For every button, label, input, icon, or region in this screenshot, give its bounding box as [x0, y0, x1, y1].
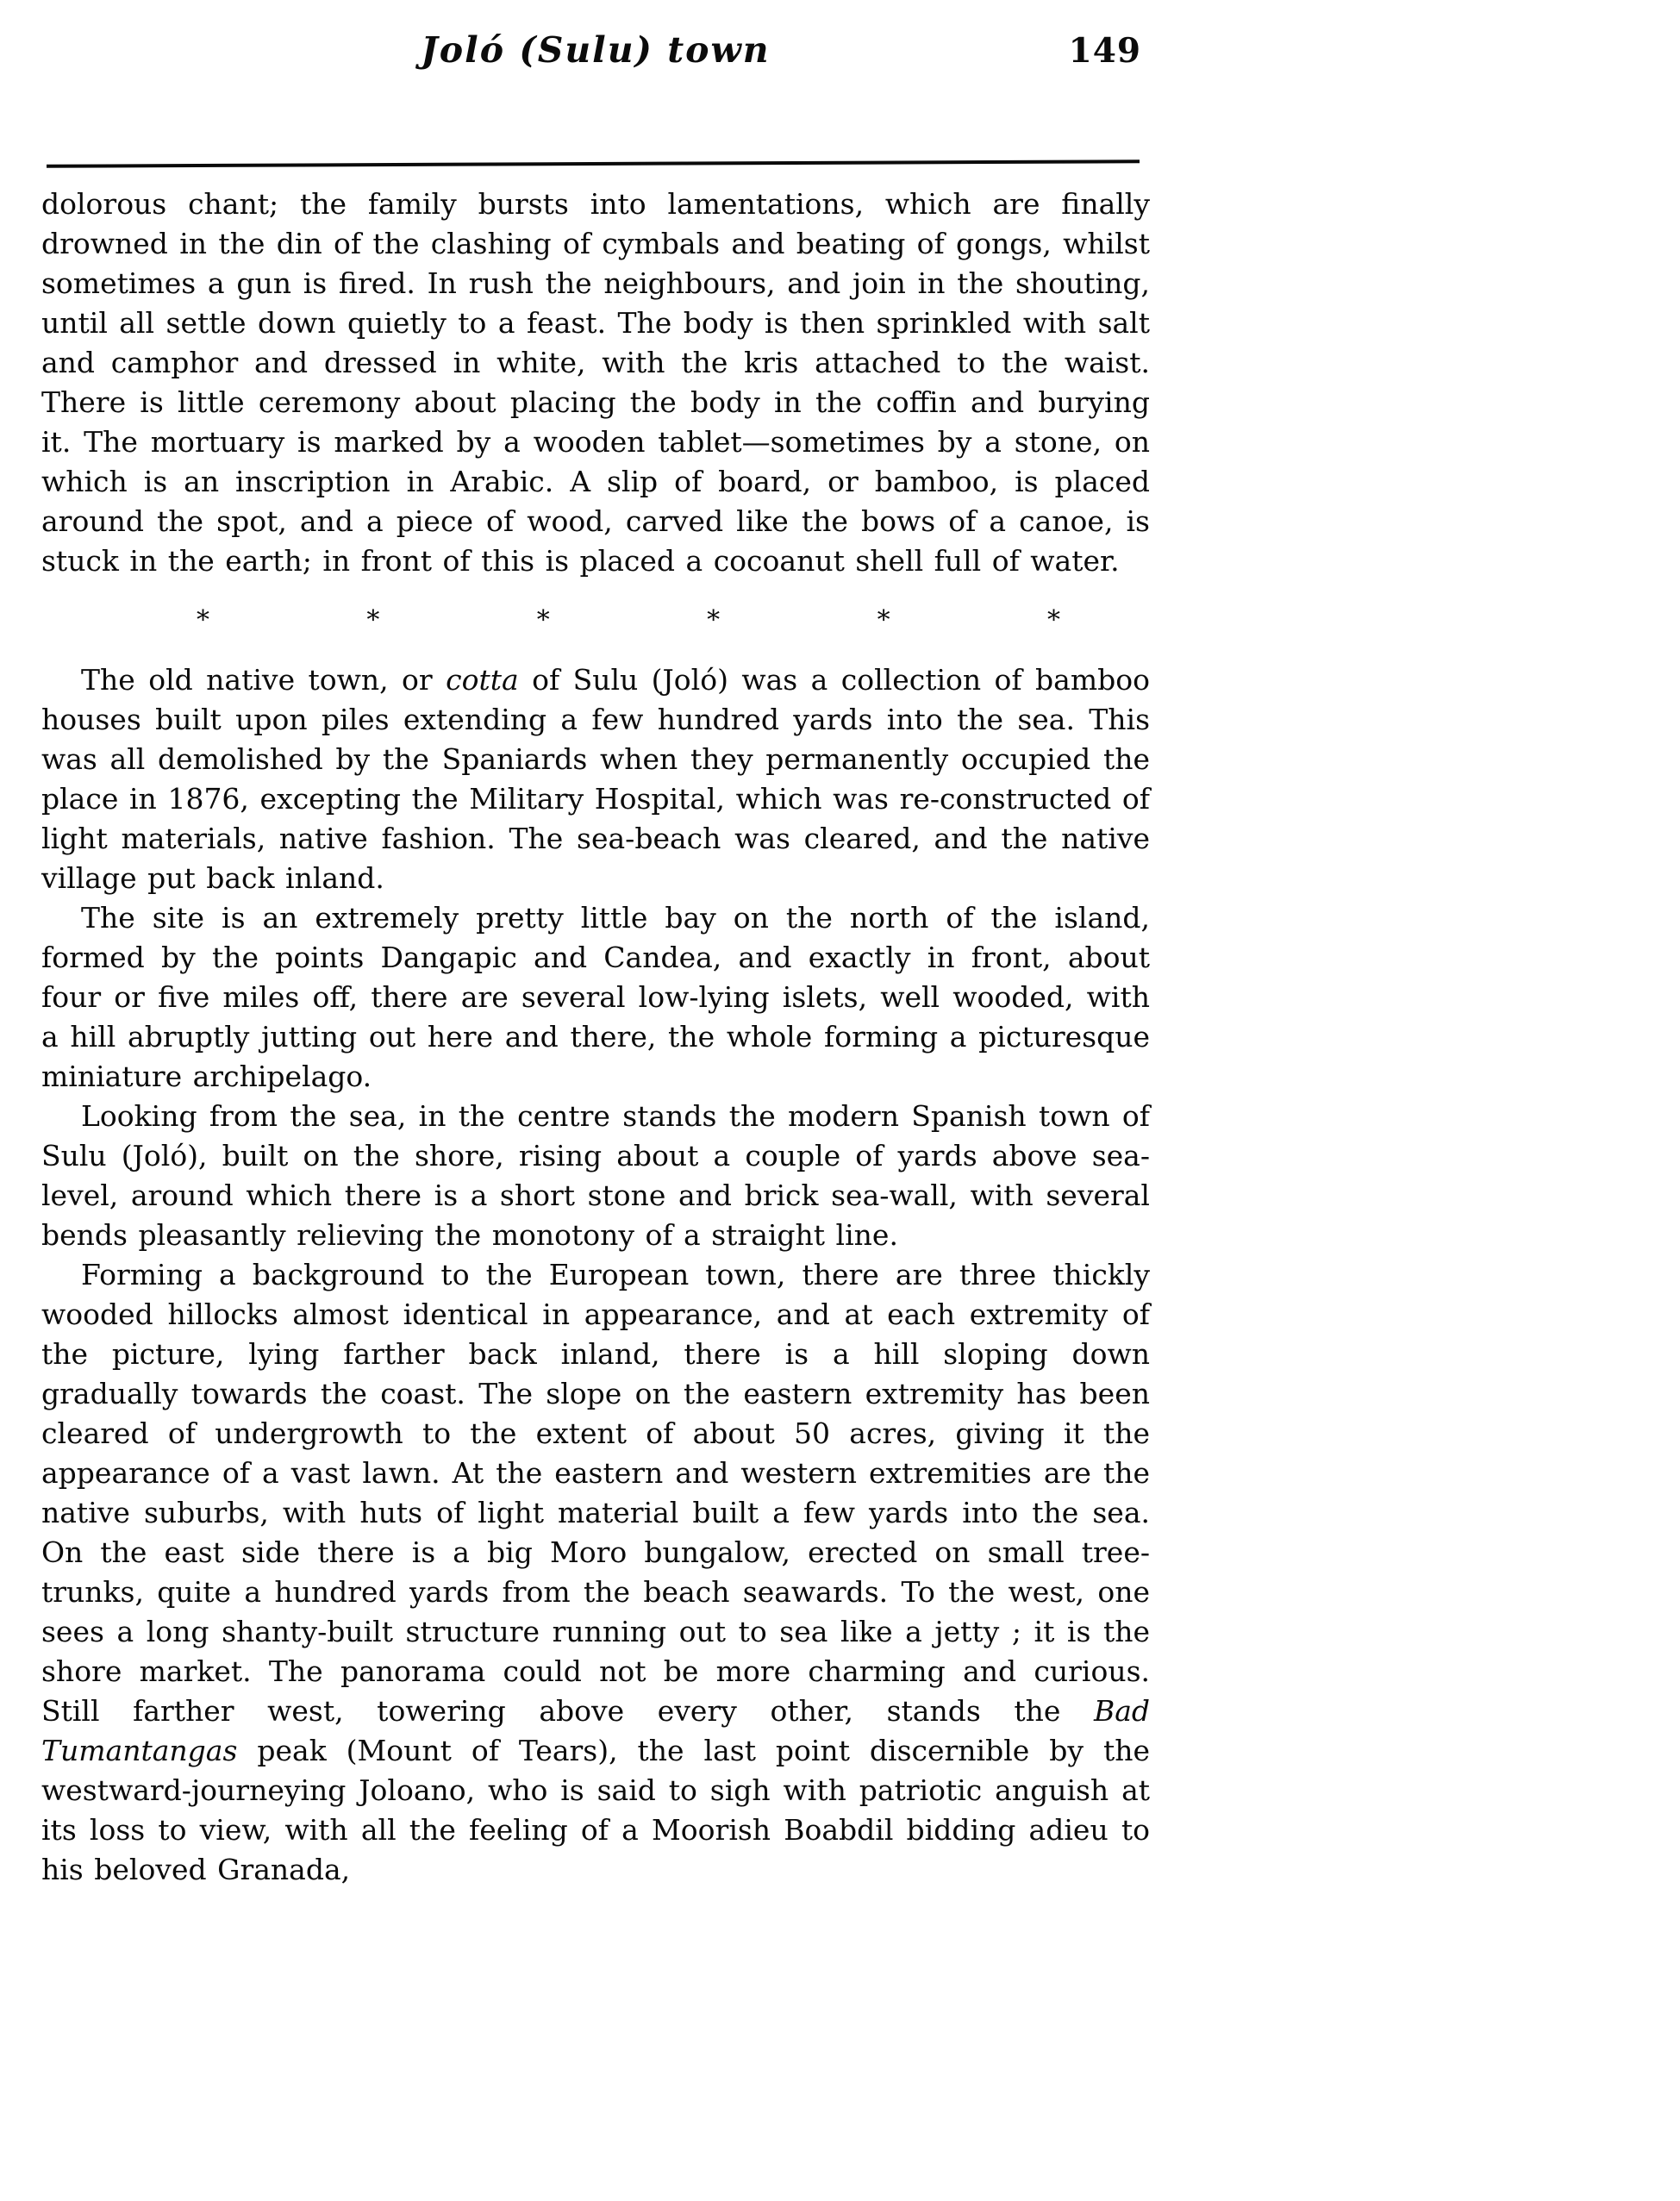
text-segment: Looking from the sea, in the centre stands the modern Spanish town of Sulu (Joló), built on the shore, rising about a couple of yards above sea-level, around which there is a short stone and brick sea-wall, with several bends pleasantly relieving the monotony of a straight line. — [41, 1099, 1150, 1252]
page-number: 149 — [1068, 31, 1141, 71]
text-segment-italic: cotta — [446, 663, 519, 697]
page-title: Joló (Sulu) town — [421, 29, 771, 71]
header-rule — [47, 159, 1140, 168]
paragraph — [41, 660, 1150, 898]
asterisk: * — [1046, 605, 1060, 635]
asterisk: * — [197, 605, 209, 635]
paragraph — [41, 184, 1150, 581]
asterisk: * — [707, 605, 721, 635]
body-text — [41, 184, 1150, 1890]
text-segment: dolorous chant; the family bursts into lamentations, which are finally drowned in the din of the clashing of cymbals and beating of gongs, whilst sometimes a gun is fired. In rush the neighbours, and join in the shouting, until all settle down quietly to a feast. The body is then sprinkled with salt and camphor and dressed in white, with the kris attached to the waist. There is little ceremony about placing the body in the coffin and burying it. The mortuary is marked by a wooden tablet—sometimes by a stone, on which is an inscription in Arabic. A slip of board, or bamboo, is placed around the spot, and a piece of wood, carved like the bows of a canoe, is stuck in the earth; in front of this is placed a cocoanut shell full of water. — [41, 187, 1150, 578]
asterisk: * — [366, 605, 380, 635]
paragraph — [41, 1097, 1150, 1255]
asterisk: * — [877, 605, 890, 635]
text-segment: of Sulu (Joló) was a collection of bamboo houses built upon piles extending a few hundred yards into the sea. This was all demolished by the Spaniards when they permanently occupied the place in 1876, excepting the Military Hospital, which was re-constructed of light materials, native fashion. The sea-beach was cleared, and the native village put back inland. — [41, 663, 1151, 895]
paragraph — [41, 898, 1150, 1097]
text-segment: Forming a background to the European town, there are three thickly wooded hillocks almost identical in appearance, and at each extremity of the picture, lying farther back inland, there is a hill sloping down gradually towards the coast. The slope on the eastern extremity has been cleared of undergrowth to the extent of about 50 acres, giving it the appearance of a vast lawn. At the eastern and western extremities are the native suburbs, with huts of light material built a few yards into the sea. On the east side there is a big Moro bungalow, erected on small tree-trunks, quite a hundred yards from the beach seawards. To the west, one sees a long shanty-built structure running out to sea like a jetty ; it is the shore market. The panorama could not be more charming and curious. Still farther west, towering above every other, stands the — [41, 1258, 1150, 1728]
text-segment-italic: Bad Tumantangas — [41, 1694, 1150, 1767]
text-segment: The old native town, or — [81, 663, 447, 697]
running-head — [41, 29, 1150, 159]
text-segment: peak (Mount of Tears), the last point discernible by the westward-journeying Joloano, who is said to sigh with patriotic anguish at its loss to view, with all the feeling of a Moorish Boabdil bidding adieu to his beloved Granada, — [41, 1734, 1150, 1886]
text-segment: The site is an extremely pretty little bay on the north of the island, formed by the points Dangapic and Candea, and exactly in front, about four or five miles off, there are several low-lying islets, well wooded, with a hill abruptly jutting out here and there, the whole forming a picturesque miniature archipelago. — [41, 901, 1150, 1093]
paragraph — [41, 1255, 1150, 1890]
asterisk: * — [536, 605, 550, 635]
text-column — [41, 0, 1150, 2201]
asterisk-separator — [41, 581, 1150, 660]
